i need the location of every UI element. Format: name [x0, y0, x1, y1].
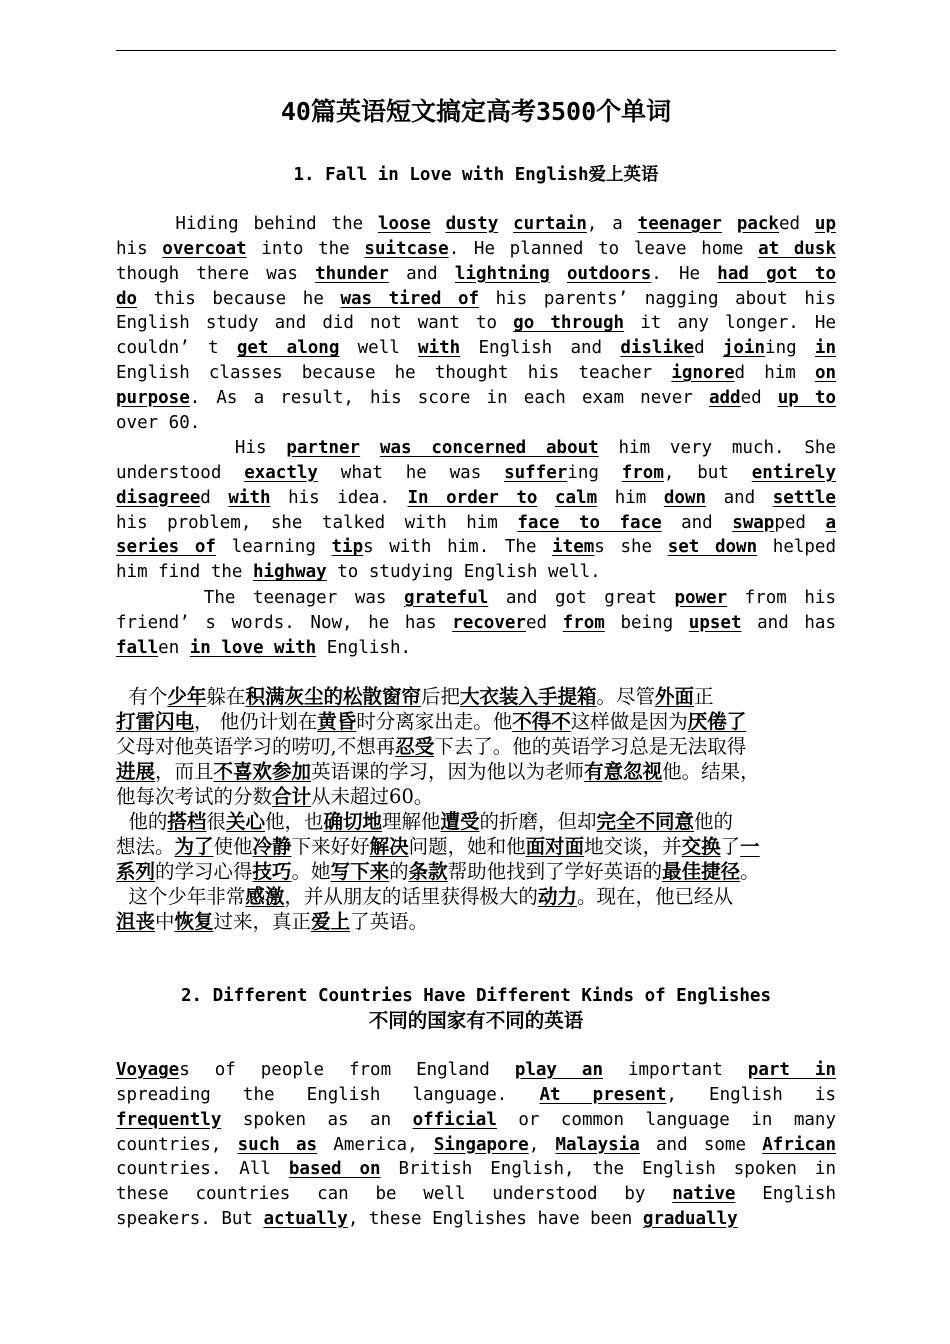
text-run: His: [116, 438, 287, 458]
text-line: [116, 361, 836, 386]
vocabulary-word: was concerned about: [379, 438, 599, 458]
text-run: English and: [460, 338, 621, 359]
vocabulary-word: in love with: [189, 637, 317, 658]
text-run: s of people from England: [179, 1060, 515, 1080]
vocabulary-word: 确切地: [323, 810, 382, 833]
text-line: [116, 411, 836, 436]
vocabulary-word: 积满灰尘的松散窗帘: [245, 685, 421, 708]
text-run: 问题，她和他: [408, 835, 526, 858]
vocabulary-word: gradually: [642, 1209, 738, 1230]
text-run: ing: [567, 462, 622, 483]
text-run: 从未超过60。: [311, 785, 434, 808]
vocabulary-word: recover: [452, 612, 526, 633]
text-run: 躲在: [206, 685, 246, 708]
section-1-heading: 1. Fall in Love with English爱上英语: [293, 165, 659, 185]
vocabulary-word: Singapore: [433, 1134, 529, 1155]
text-run: s she: [594, 537, 668, 558]
vocabulary-word: 忍受: [395, 735, 435, 758]
text-run: and some: [639, 1134, 763, 1155]
text-run: to studying English well.: [326, 562, 601, 583]
text-run: 使他: [213, 835, 253, 858]
vocabulary-word: suffer: [504, 462, 568, 483]
text-run: 他的: [116, 810, 168, 833]
text-line: [116, 1133, 836, 1158]
text-run: 正: [694, 685, 714, 708]
vocabulary-word: highway: [252, 562, 327, 583]
text-run: 他的: [694, 810, 734, 833]
text-run: into the: [246, 238, 365, 259]
vocabulary-word: suitcase: [364, 238, 449, 259]
vocabulary-word: African: [762, 1134, 837, 1155]
vocabulary-word: was tired of: [340, 288, 480, 309]
text-run: [360, 438, 380, 458]
vocabulary-word: with: [418, 338, 461, 359]
text-run: ， 他仍计划在: [194, 710, 318, 733]
text-run: him find the: [116, 562, 253, 583]
vocabulary-word: had got to: [717, 263, 836, 284]
text-line: [116, 1083, 836, 1108]
text-line: [116, 859, 836, 884]
text-line: [116, 1058, 836, 1083]
section-2-english-paragraph: [116, 1058, 836, 1232]
text-run: [431, 214, 446, 234]
vocabulary-word: on: [814, 363, 837, 384]
text-line: [116, 486, 836, 511]
text-run: 这样做是因为: [570, 710, 688, 733]
text-run: 了英语。: [350, 910, 429, 933]
vocabulary-word: 为了: [174, 835, 214, 858]
vocabulary-word: 爱上: [311, 910, 351, 933]
text-run: his problem, she talked with him: [116, 512, 518, 533]
vocabulary-word: Voyage: [116, 1060, 180, 1080]
vocabulary-word: 完全不同意: [596, 810, 695, 833]
text-run: 英语课的学习，因为他以为老师: [311, 760, 585, 783]
text-run: 。现在，他已经从: [576, 885, 733, 908]
text-run: important: [603, 1060, 748, 1080]
text-run: over 60.: [116, 412, 201, 433]
vocabulary-word: 外面: [655, 685, 695, 708]
vocabulary-word: with: [228, 487, 271, 508]
vocabulary-word: 黄昏: [317, 710, 357, 733]
text-run: 了: [720, 835, 741, 858]
text-run: countries. All: [116, 1159, 289, 1180]
text-line: [116, 212, 836, 237]
text-line: [116, 909, 836, 934]
text-run: his parents’ nagging about his: [479, 288, 836, 309]
text-run: ing: [765, 338, 815, 359]
text-line: [116, 684, 836, 709]
text-run: 的: [389, 860, 409, 883]
text-run: or common language in many: [496, 1109, 836, 1130]
text-line: [116, 884, 836, 909]
vocabulary-word: 不得不: [512, 710, 571, 733]
vocabulary-word: get along: [236, 338, 340, 359]
vocabulary-word: series of: [116, 537, 216, 558]
text-run: countries,: [116, 1134, 238, 1155]
text-line: [116, 1157, 836, 1182]
text-run: these countries can be well understood by: [116, 1184, 673, 1205]
vocabulary-word: grateful: [404, 588, 489, 608]
text-run: , but: [663, 462, 752, 483]
vocabulary-word: 感激: [245, 885, 285, 908]
header-rule: [116, 50, 836, 51]
vocabulary-word: dislike: [620, 338, 695, 359]
text-run: couldn’ t: [116, 338, 237, 359]
text-run: 。她: [291, 860, 331, 883]
vocabulary-word: In order to: [407, 487, 538, 508]
vocabulary-word: 进展: [116, 760, 156, 783]
text-line: [116, 809, 836, 834]
text-run: friend’ s words. Now, he has: [116, 612, 453, 633]
text-run: and: [388, 263, 455, 284]
text-line: [116, 834, 836, 859]
vocabulary-word: 写下来: [330, 860, 390, 883]
text-run: America,: [317, 1134, 434, 1155]
text-run: en: [158, 637, 190, 658]
vocabulary-word: based on: [288, 1159, 381, 1180]
text-run: learning: [215, 537, 332, 558]
vocabulary-word: 搭档: [167, 810, 207, 833]
text-run: being: [604, 612, 689, 633]
vocabulary-word: exactly: [244, 462, 318, 483]
section-1-chinese-translation: [116, 684, 836, 934]
vocabulary-word: settle: [772, 487, 836, 508]
vocabulary-word: 最佳捷径: [662, 860, 741, 883]
vocabulary-word: official: [412, 1109, 497, 1130]
vocabulary-word: 遭受: [440, 810, 480, 833]
vocabulary-word: set down: [667, 537, 758, 558]
text-run: ped: [774, 512, 826, 533]
text-run: 的折磨，但却: [479, 810, 597, 833]
section-1-english-paragraph-2: [116, 436, 836, 585]
vocabulary-word: 技巧: [252, 860, 292, 883]
text-run: his: [116, 238, 163, 259]
text-line: [116, 1182, 836, 1207]
text-run: Hiding behind the: [116, 214, 379, 234]
vocabulary-word: 动力: [537, 885, 577, 908]
vocabulary-word: down: [663, 487, 707, 508]
vocabulary-word: 面对面: [525, 835, 585, 858]
text-run: d: [200, 487, 229, 508]
vocabulary-word: purpose: [116, 387, 190, 408]
vocabulary-word: teenager: [637, 214, 722, 234]
vocabulary-word: ignore: [671, 363, 735, 384]
text-run: speakers. But: [116, 1209, 264, 1230]
vocabulary-word: pack: [736, 214, 779, 234]
vocabulary-word: from: [562, 612, 605, 633]
vocabulary-word: fall: [116, 637, 159, 658]
text-run: 中: [155, 910, 175, 933]
vocabulary-word: outdoors: [566, 263, 652, 284]
text-run: what he was: [317, 462, 505, 483]
text-run: d: [694, 338, 723, 359]
text-run: . He planned to leave home: [448, 238, 759, 259]
text-line: [116, 1207, 836, 1232]
vocabulary-word: 恢复: [174, 910, 214, 933]
text-line: [116, 1108, 836, 1133]
text-run: [537, 488, 555, 508]
vocabulary-word: in: [814, 338, 836, 359]
text-line: [116, 636, 836, 661]
text-run: 后把: [420, 685, 460, 708]
text-run: ed: [778, 214, 815, 234]
text-run: ed: [740, 387, 778, 408]
vocabulary-word: 合计: [272, 785, 312, 808]
text-run: 的学习心得: [155, 860, 253, 883]
text-run: 他。结果，: [662, 760, 760, 783]
vocabulary-word: 系列: [116, 860, 156, 883]
page-title: 40篇英语短文搞定高考3500个单词: [280, 97, 672, 126]
text-run: ,: [528, 1134, 556, 1155]
vocabulary-word: up: [814, 214, 836, 234]
text-run: 过来，真正: [213, 910, 312, 933]
section-1-english-paragraph-1: [116, 212, 836, 436]
text-run: , English is: [666, 1084, 836, 1105]
vocabulary-word: up to: [777, 387, 836, 408]
text-run: 。: [740, 860, 760, 883]
text-run: and has: [741, 612, 836, 633]
text-run: spoken as an: [221, 1109, 413, 1130]
vocabulary-word: join: [722, 338, 766, 359]
text-run: and got great: [488, 588, 675, 608]
vocabulary-word: At present: [539, 1084, 667, 1105]
text-run: and: [706, 487, 773, 508]
text-run: English classes because he thought his teacher: [116, 363, 672, 384]
text-line: [116, 586, 836, 611]
text-run: British English, the English spoken in: [380, 1159, 836, 1180]
vocabulary-word: native: [672, 1184, 736, 1205]
text-run: 他每次考试的分数: [116, 785, 273, 808]
vocabulary-word: loose: [378, 214, 431, 234]
text-line: [116, 386, 836, 411]
text-run: 想法。: [116, 835, 175, 858]
vocabulary-word: 大衣装入手提箱: [459, 685, 597, 708]
vocabulary-word: frequently: [116, 1109, 222, 1130]
vocabulary-word: from: [621, 462, 664, 483]
text-run: English: [735, 1184, 836, 1205]
text-run: . As a result, his score in each exam never: [189, 387, 709, 408]
vocabulary-word: 一: [740, 835, 760, 858]
text-run: 地交谈，并: [584, 835, 682, 858]
text-run: , these Englishes have been: [347, 1209, 643, 1230]
text-run: from his: [727, 588, 836, 608]
vocabulary-word: swap: [732, 512, 775, 533]
text-run: [722, 214, 737, 234]
text-run: 他，也: [264, 810, 324, 833]
text-run: . He: [651, 263, 718, 284]
vocabulary-word: 有意忽视: [584, 760, 663, 783]
vocabulary-word: add: [708, 387, 741, 408]
text-line: [116, 560, 836, 585]
vocabulary-word: play an: [514, 1060, 604, 1080]
vocabulary-word: 不喜欢参加: [213, 760, 312, 783]
text-run: and: [661, 512, 733, 533]
text-run: English study and did not want to: [116, 313, 514, 334]
vocabulary-word: do: [116, 288, 138, 309]
text-line: [116, 734, 836, 759]
text-line: [116, 709, 836, 734]
text-line: [116, 461, 836, 486]
text-run: 时分离家出走。他: [356, 710, 513, 733]
vocabulary-word: 交换: [681, 835, 721, 858]
text-line: [116, 336, 836, 361]
vocabulary-word: actually: [263, 1209, 348, 1230]
section-2-heading-english: 2. Different Countries Have Different Kinds of Englishes: [180, 986, 771, 1006]
text-run: 很: [206, 810, 226, 833]
vocabulary-word: tip: [331, 537, 364, 558]
vocabulary-word: 打雷闪电: [116, 710, 195, 733]
vocabulary-word: entirely: [751, 462, 836, 483]
text-run: s with him. The: [363, 537, 553, 558]
vocabulary-word: 厌倦了: [687, 710, 747, 733]
vocabulary-word: a: [825, 512, 836, 533]
vocabulary-word: Malaysia: [555, 1134, 640, 1155]
text-run: though there was: [116, 263, 316, 284]
text-run: 下来好好: [291, 835, 370, 858]
vocabulary-word: item: [552, 537, 595, 558]
vocabulary-word: 关心: [225, 810, 265, 833]
text-run: helped: [757, 537, 836, 558]
vocabulary-word: 少年: [167, 685, 207, 708]
text-run: d him: [734, 363, 815, 384]
vocabulary-word: disagree: [116, 487, 201, 508]
vocabulary-word: dusty: [445, 214, 499, 234]
vocabulary-word: upset: [688, 612, 742, 633]
text-run: The teenager was: [116, 588, 404, 608]
text-run: 下去了。他的英语学习总是无法取得: [434, 735, 747, 758]
vocabulary-word: power: [674, 588, 728, 608]
vocabulary-word: calm: [555, 487, 598, 508]
vocabulary-word: lightning: [454, 263, 550, 284]
text-run: 。尽管: [596, 685, 655, 708]
text-line: [116, 436, 836, 461]
text-line: [116, 611, 836, 636]
text-run: it any longer. He: [624, 313, 836, 334]
text-line: [116, 311, 836, 336]
text-run: 有个: [116, 685, 168, 708]
vocabulary-word: curtain: [513, 214, 587, 234]
text-line: [116, 237, 836, 262]
text-line: [116, 262, 836, 287]
vocabulary-word: face to face: [517, 512, 662, 533]
text-line: [116, 784, 836, 809]
vocabulary-word: thunder: [315, 263, 389, 284]
vocabulary-word: 条款: [408, 860, 448, 883]
text-line: [116, 287, 836, 312]
vocabulary-word: part in: [747, 1060, 836, 1080]
text-run: 这个少年非常: [116, 885, 246, 908]
text-run: 理解他: [381, 810, 441, 833]
section-2-heading-chinese: 不同的国家有不同的英语: [368, 1009, 584, 1032]
text-run: [498, 214, 513, 234]
vocabulary-word: go through: [513, 313, 625, 334]
text-run: understood: [116, 462, 245, 483]
text-run: his idea.: [270, 487, 408, 508]
vocabulary-word: 解决: [369, 835, 409, 858]
text-line: [116, 511, 836, 536]
text-run: English.: [316, 637, 412, 658]
vocabulary-word: 沮丧: [116, 910, 156, 933]
text-run: him: [597, 487, 664, 508]
vocabulary-word: partner: [286, 438, 361, 458]
text-run: ，而且: [155, 760, 214, 783]
text-run: him very much. She: [598, 438, 836, 458]
text-run: 父母对他英语学习的唠叨,不想再: [116, 735, 396, 758]
text-run: , a: [586, 214, 638, 234]
text-run: 帮助他找到了学好英语的: [447, 860, 663, 883]
text-run: ed: [525, 612, 563, 633]
text-run: well: [339, 338, 419, 359]
section-1-english-paragraph-3: [116, 586, 836, 661]
text-line: [116, 535, 836, 560]
text-run: this because he: [137, 288, 341, 309]
text-line: [116, 759, 836, 784]
vocabulary-word: such as: [237, 1134, 318, 1155]
vocabulary-word: at dusk: [758, 238, 836, 259]
vocabulary-word: 冷静: [252, 835, 292, 858]
vocabulary-word: overcoat: [162, 238, 247, 259]
text-run: [550, 264, 567, 284]
text-run: spreading the English language.: [116, 1084, 540, 1105]
text-run: ，并从朋友的话里获得极大的: [284, 885, 538, 908]
